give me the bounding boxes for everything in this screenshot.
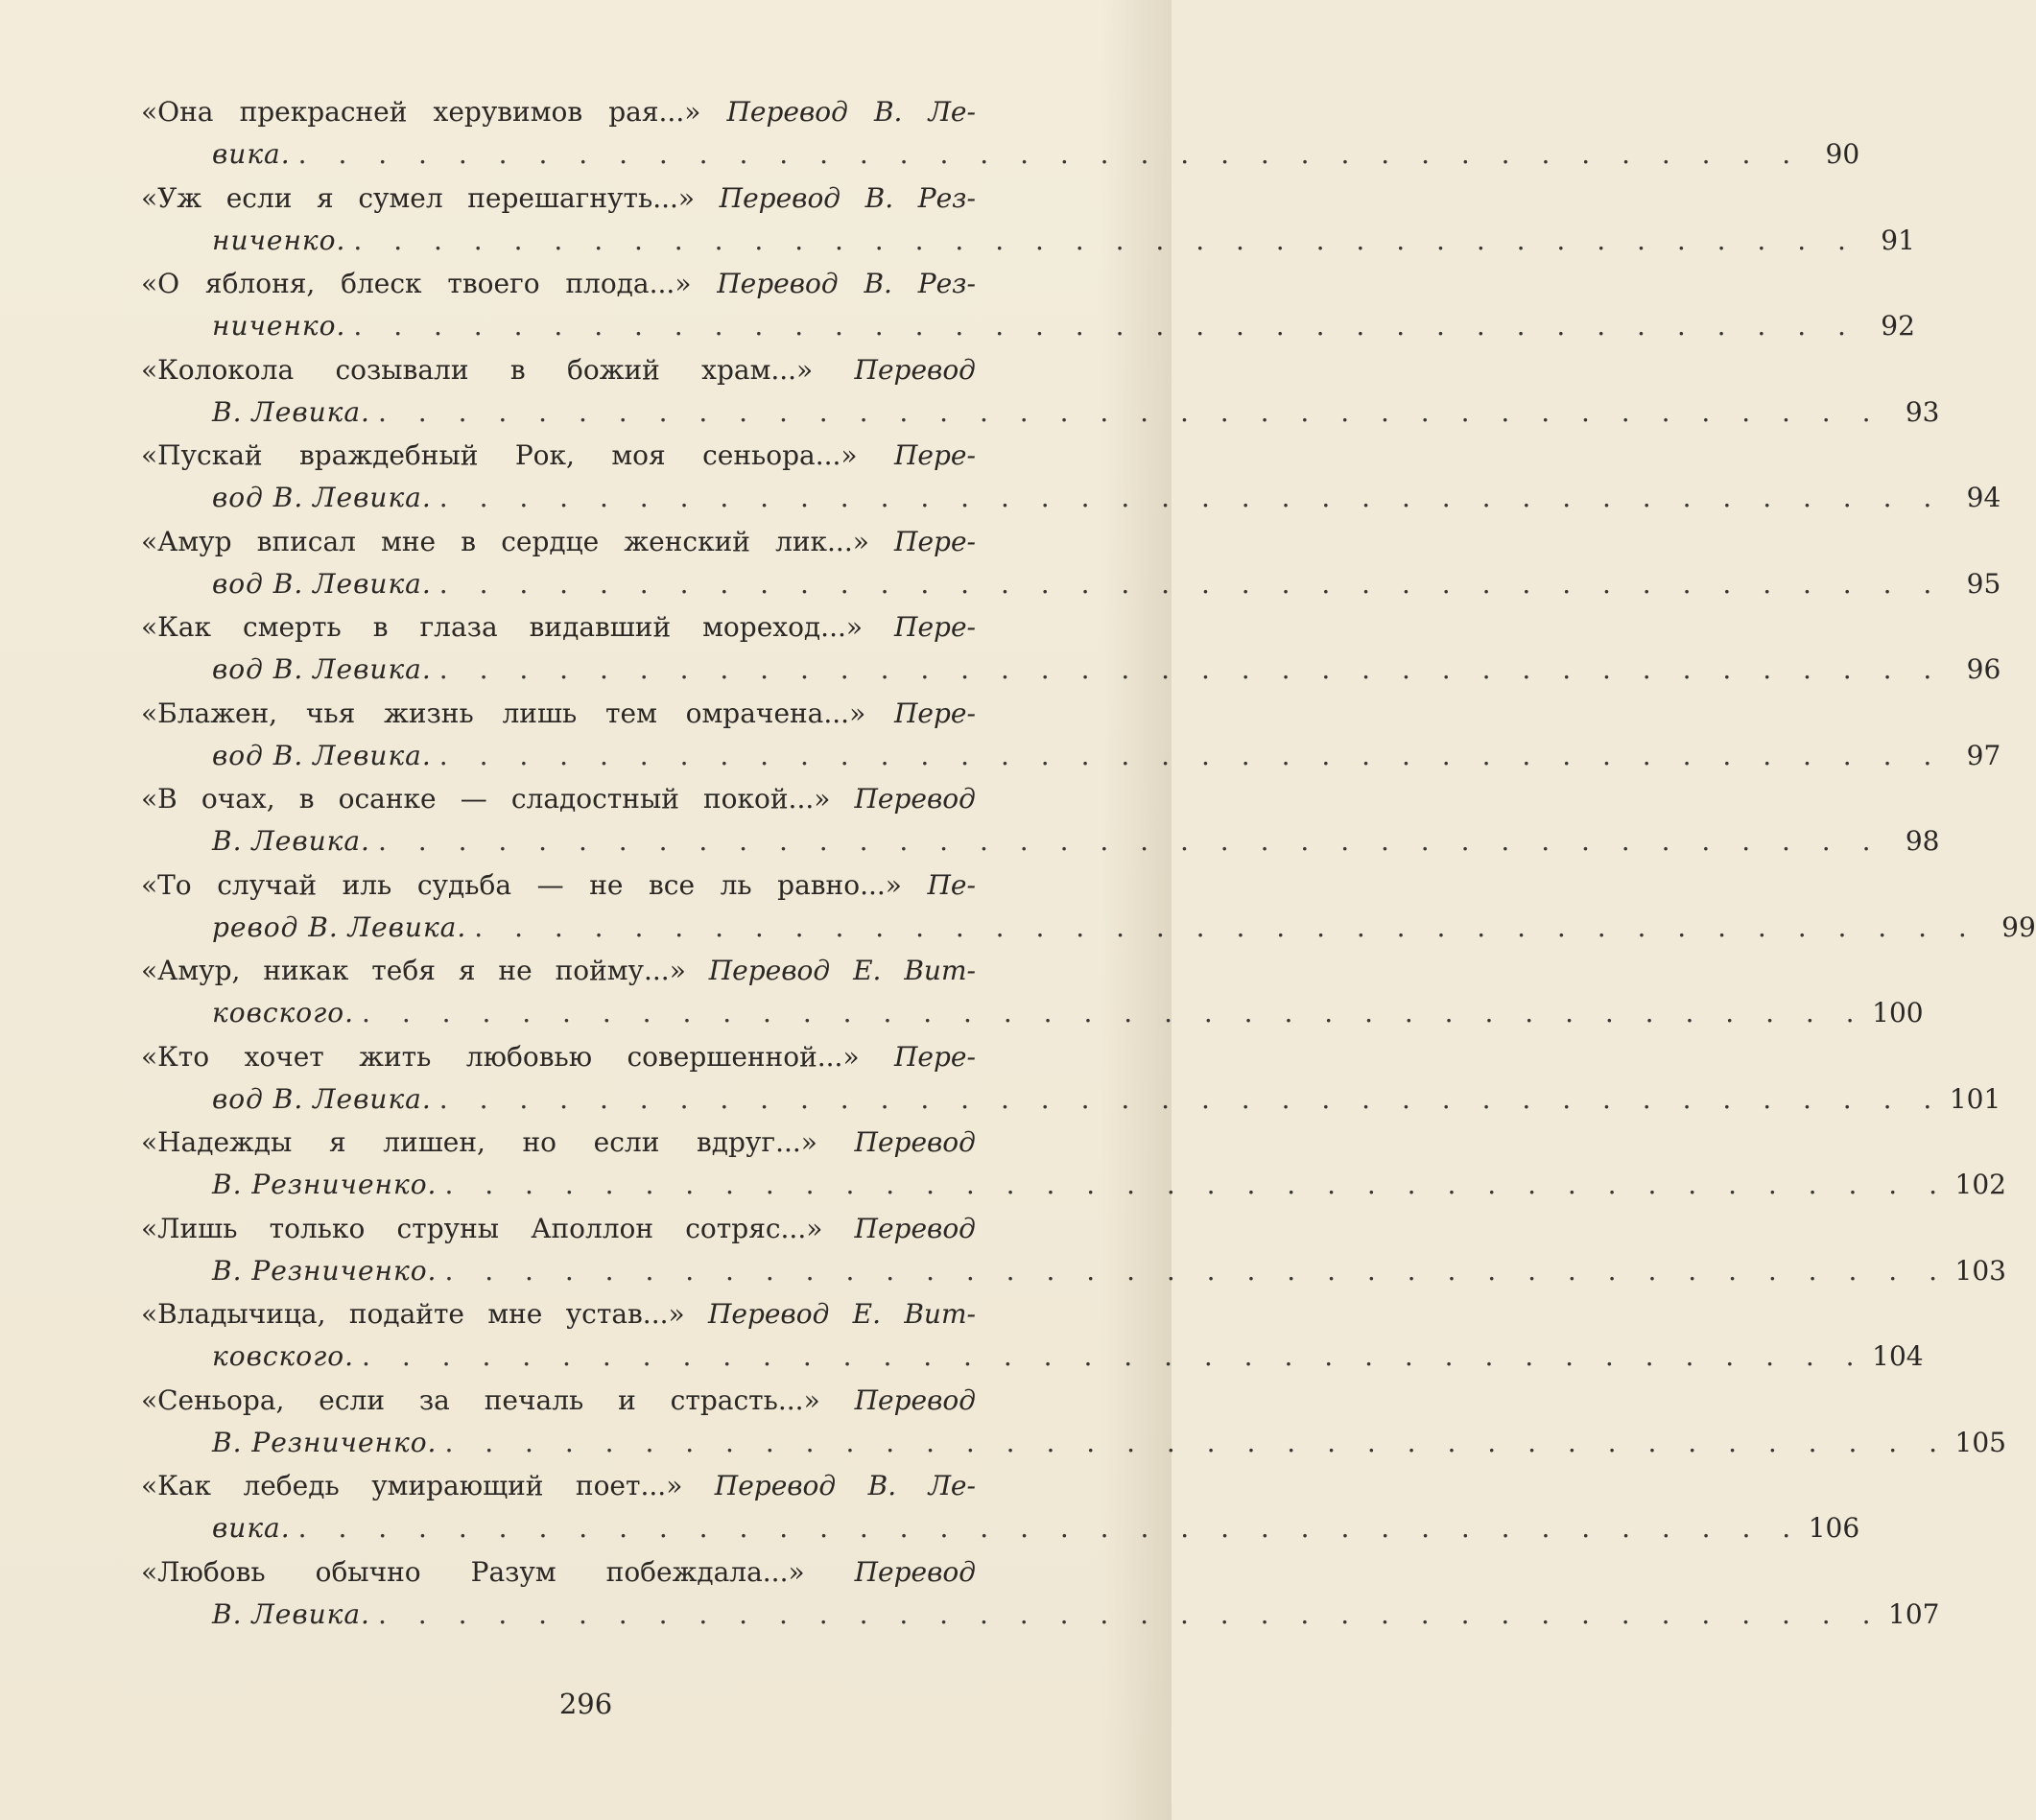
title-word: «Блажен,	[141, 697, 278, 729]
table-of-contents	[141, 92, 2036, 1638]
title-word: не	[589, 868, 624, 901]
title-word: созывали	[335, 353, 469, 386]
toc-entry	[141, 779, 1940, 865]
translator-continuation: вод В. Левика.	[212, 653, 432, 685]
translator-word: Перевод	[719, 181, 841, 214]
translator-continuation: В. Левика.	[212, 395, 370, 428]
dot-leader: . . . . . . . . . . . . . . . . . . . . . . . . . . . . . . . . . . . . . .	[297, 138, 1803, 170]
title-word: я	[328, 1126, 346, 1158]
title-word: вдруг...»	[697, 1126, 817, 1158]
toc-entry-second-line	[141, 392, 1940, 433]
title-word: моя	[611, 439, 666, 471]
translator-word: Пере-	[894, 525, 976, 557]
toc-entry-second-line	[141, 908, 2036, 948]
translator-continuation: ниченко.	[212, 310, 346, 342]
toc-entry-first-line	[141, 264, 976, 304]
title-word: лик...»	[775, 525, 869, 557]
translator-word: Перевод	[854, 353, 976, 386]
dot-leader: . . . . . . . . . . . . . . . . . . . . . . . . . . . . . . . . . . . . . .	[444, 1426, 1949, 1458]
title-word: —	[460, 783, 487, 815]
title-word: смерть	[243, 611, 342, 643]
title-word: ль	[720, 868, 752, 901]
toc-entry-second-line	[141, 821, 1940, 862]
translator-continuation: вод В. Левика.	[212, 567, 432, 600]
title-word: рая...»	[608, 96, 701, 128]
toc-entry-first-line	[141, 951, 976, 991]
toc-entry-second-line	[141, 134, 1860, 175]
toc-entry-second-line	[141, 1423, 2006, 1463]
title-word: прекрасней	[239, 96, 408, 128]
title-word: сеньора...»	[702, 439, 858, 471]
dot-leader: . . . . . . . . . . . . . . . . . . . . . . . . . . . . . . . . . . . . . .	[362, 1340, 1866, 1372]
title-word: сердце	[501, 525, 600, 557]
toc-page-number: 95	[1966, 567, 2001, 600]
title-word: «Сеньора,	[141, 1383, 285, 1416]
dot-leader: . . . . . . . . . . . . . . . . . . . . . . . . . . . . . . . . . . . . . .	[377, 1597, 1882, 1630]
title-word: поет...»	[575, 1470, 683, 1501]
title-word: женский	[624, 525, 750, 557]
toc-entry-first-line	[141, 1466, 976, 1506]
toc-entry	[141, 350, 1940, 437]
toc-entry	[141, 1294, 1924, 1381]
title-word: любовью	[465, 1040, 593, 1073]
translator-word: Е.	[853, 955, 882, 986]
title-word: жизнь	[384, 697, 474, 729]
title-word: чья	[305, 697, 356, 729]
title-word: глаза	[419, 611, 498, 643]
toc-entry-second-line	[141, 1508, 1860, 1548]
toc-entry-second-line	[141, 478, 2001, 518]
dot-leader: . . . . . . . . . . . . . . . . . . . . . . . . . . . . . . . . . . . . . .	[444, 1254, 1949, 1287]
title-word: пойму...»	[555, 955, 686, 986]
toc-entry-first-line	[141, 522, 976, 562]
translator-continuation: вод В. Левика.	[212, 482, 432, 513]
toc-entry-second-line	[141, 736, 2001, 776]
dot-leader: . . . . . . . . . . . . . . . . . . . . . . . . . . . . . . . . . . . . . .	[438, 739, 1944, 771]
toc-entry-second-line	[141, 1336, 1924, 1377]
title-word: иль	[342, 868, 392, 901]
toc-entry	[141, 264, 1915, 350]
toc-entry	[141, 1037, 2001, 1123]
title-word: мне	[381, 525, 437, 557]
toc-entry-first-line	[141, 1037, 976, 1077]
title-word: жить	[359, 1040, 432, 1073]
toc-entry	[141, 1552, 1940, 1639]
toc-entry	[141, 1381, 2006, 1467]
translator-word: Перевод	[854, 783, 976, 815]
toc-page-number: 103	[1954, 1254, 2006, 1287]
dot-leader: . . . . . . . . . . . . . . . . . . . . . . . . . . . . . . . . . . . . . .	[438, 567, 1944, 600]
title-word: страсть...»	[670, 1383, 820, 1416]
title-word: струны	[396, 1212, 500, 1244]
title-word: твоего	[447, 268, 540, 299]
dot-leader: . . . . . . . . . . . . . . . . . . . . . . . . . . . . . . . . . . . . . .	[377, 825, 1882, 857]
title-word: печаль	[484, 1383, 584, 1416]
translator-word: Перевод	[854, 1383, 976, 1416]
toc-page-number: 102	[1954, 1169, 2006, 1200]
title-word: лебедь	[243, 1470, 340, 1501]
translator-word: Перевод	[707, 1298, 830, 1330]
toc-entry	[141, 694, 2001, 780]
title-word: равно...»	[777, 868, 902, 901]
translator-word: Перевод	[714, 1470, 837, 1501]
translator-word: Пе-	[927, 868, 976, 901]
title-word: яблоня,	[204, 268, 316, 299]
toc-page-number: 100	[1872, 997, 1924, 1028]
translator-word: Вит-	[904, 1298, 976, 1330]
title-word: случай	[217, 868, 318, 901]
translator-word: Пере-	[894, 697, 976, 729]
title-word: враждебный	[298, 439, 479, 471]
title-word: в	[372, 611, 389, 643]
toc-page-number: 98	[1905, 825, 1940, 857]
translator-word: В.	[867, 1470, 897, 1501]
title-word: видавший	[529, 611, 672, 643]
title-word: если	[225, 181, 293, 214]
title-word: но	[522, 1126, 557, 1158]
title-word: «Кто	[141, 1040, 210, 1073]
toc-page-number: 104	[1872, 1340, 1924, 1372]
toc-page-number: 90	[1825, 138, 1860, 170]
toc-entry	[141, 436, 2001, 522]
translator-word: Перевод	[717, 268, 839, 299]
toc-entry-first-line	[141, 1294, 976, 1335]
toc-entry-second-line	[141, 993, 1924, 1033]
title-word: не	[498, 955, 533, 986]
title-word: обычно	[315, 1555, 421, 1588]
title-word: все	[649, 868, 696, 901]
toc-entry-first-line	[141, 92, 976, 132]
title-word: я	[317, 181, 334, 214]
translator-word: Ле-	[928, 96, 976, 128]
title-word: перешагнуть...»	[467, 181, 696, 214]
translator-continuation: вод В. Левика.	[212, 1082, 432, 1115]
page-number: 296	[558, 1688, 613, 1720]
title-word: «Надежды	[141, 1126, 293, 1158]
translator-continuation: В. Резниченко.	[212, 1426, 438, 1458]
title-word: «Амур,	[141, 955, 241, 986]
title-word: «Амур	[141, 525, 232, 557]
title-word: «Как	[141, 611, 211, 643]
title-word: побеждала...»	[605, 1555, 805, 1588]
title-word: и	[618, 1383, 636, 1416]
title-word: покой...»	[703, 783, 831, 815]
toc-entry-second-line	[141, 1251, 2006, 1291]
toc-entry	[141, 92, 1860, 178]
title-word: за	[418, 1383, 450, 1416]
title-word: «Как	[141, 1470, 211, 1501]
title-word: в	[509, 353, 526, 386]
toc-page-number: 106	[1808, 1512, 1860, 1544]
translator-continuation: В. Левика.	[212, 1597, 370, 1630]
title-word: «Лишь	[141, 1212, 238, 1244]
translator-word: Перевод	[854, 1126, 976, 1158]
title-word: «Владычица,	[141, 1298, 326, 1330]
title-word: сотряс...»	[685, 1212, 823, 1244]
title-word: вписал	[256, 525, 356, 557]
translator-continuation: ниченко.	[212, 224, 346, 256]
title-word: «Она	[141, 96, 214, 128]
dot-leader: . . . . . . . . . . . . . . . . . . . . . . . . . . . . . . . . . . . . . .	[353, 224, 1858, 256]
toc-entry-first-line	[141, 1123, 976, 1163]
toc-entry-second-line	[141, 1079, 2001, 1120]
toc-entry-first-line	[141, 436, 976, 476]
title-word: Аполлон	[531, 1212, 654, 1244]
title-word: судьба	[416, 868, 512, 901]
dot-leader: . . . . . . . . . . . . . . . . . . . . . . . . . . . . . . . . . . . . . .	[297, 1512, 1803, 1544]
toc-entry-second-line	[141, 221, 1915, 261]
title-word: сладостный	[510, 783, 679, 815]
toc-entry	[141, 178, 1915, 265]
translator-word: Пере-	[894, 1040, 976, 1073]
dot-leader: . . . . . . . . . . . . . . . . . . . . . . . . . . . . . . . . . . . . . .	[353, 310, 1858, 342]
translator-word: Ле-	[928, 1470, 976, 1501]
toc-page-number: 99	[2001, 910, 2036, 943]
title-word: Рок,	[514, 439, 575, 471]
toc-entry	[141, 607, 2001, 694]
translator-word: В.	[864, 181, 894, 214]
translator-continuation: вика.	[212, 1512, 291, 1544]
title-word: «Любовь	[141, 1555, 266, 1588]
toc-entry-first-line	[141, 865, 976, 906]
translator-word: Перевод	[726, 96, 848, 128]
title-word: если	[593, 1126, 660, 1158]
translator-continuation: вика.	[212, 138, 291, 170]
translator-word: В.	[873, 96, 903, 128]
toc-entry-first-line	[141, 694, 976, 734]
toc-page-number: 96	[1966, 653, 2001, 685]
title-word: умирающий	[371, 1470, 544, 1501]
translator-continuation: В. Левика.	[212, 825, 370, 857]
translator-continuation: ковского.	[212, 997, 355, 1028]
translator-word: Рез-	[917, 268, 976, 299]
translator-word: Е.	[852, 1298, 882, 1330]
dot-leader: . . . . . . . . . . . . . . . . . . . . . . . . . . . . . . . . . . . . . .	[438, 653, 1944, 685]
toc-entry-first-line	[141, 350, 976, 390]
translator-word: Пере-	[893, 439, 976, 471]
toc-entry-first-line	[141, 779, 976, 819]
title-word: в	[461, 525, 477, 557]
translator-word: Вит-	[904, 955, 976, 986]
toc-entry-second-line	[141, 650, 2001, 690]
title-word: Разум	[470, 1555, 556, 1588]
title-word: «Пускай	[141, 439, 263, 471]
title-word: только	[269, 1212, 366, 1244]
toc-page-number: 91	[1881, 224, 1915, 256]
translator-continuation: ковского.	[212, 1340, 355, 1372]
toc-page-number: 97	[1966, 739, 2001, 771]
toc-entry	[141, 1209, 2006, 1295]
title-word: совершенной...»	[627, 1040, 860, 1073]
toc-page-number: 107	[1888, 1597, 1940, 1630]
dot-leader: . . . . . . . . . . . . . . . . . . . . . . . . . . . . . . . . . . . . . .	[362, 997, 1866, 1028]
translator-continuation: ревод В. Левика.	[212, 910, 467, 943]
title-word: тем	[605, 697, 657, 729]
toc-page-number: 105	[1954, 1426, 2006, 1458]
toc-page-number: 93	[1905, 395, 1940, 428]
dot-leader: . . . . . . . . . . . . . . . . . . . . . . . . . . . . . . . . . . . . . .	[444, 1169, 1949, 1200]
toc-entry	[141, 522, 2001, 608]
title-word: я	[458, 955, 476, 986]
title-word: тебя	[371, 955, 436, 986]
translator-continuation: вод В. Левика.	[212, 739, 432, 771]
title-word: —	[536, 868, 564, 901]
title-word: блеск	[341, 268, 422, 299]
toc-entry-first-line	[141, 178, 976, 219]
title-word: лишен,	[383, 1126, 485, 1158]
title-word: омрачена...»	[685, 697, 866, 729]
toc-entry-first-line	[141, 1552, 976, 1593]
title-word: «То	[141, 868, 192, 901]
title-word: «О	[141, 268, 180, 299]
translator-continuation: В. Резниченко.	[212, 1254, 438, 1287]
title-word: хочет	[244, 1040, 324, 1073]
toc-page-number: 92	[1881, 310, 1915, 342]
title-word: мне	[487, 1298, 543, 1330]
toc-page-number: 101	[1949, 1082, 2001, 1115]
toc-entry	[141, 951, 1924, 1037]
toc-entry-first-line	[141, 607, 976, 648]
title-word: «Колокола	[141, 353, 295, 386]
toc-entry-first-line	[141, 1209, 976, 1249]
title-word: мореход...»	[702, 611, 864, 643]
toc-entry-second-line	[141, 1595, 1940, 1635]
title-word: лишь	[502, 697, 578, 729]
toc-entry-second-line	[141, 564, 2001, 604]
title-word: «Уж	[141, 181, 202, 214]
dot-leader: . . . . . . . . . . . . . . . . . . . . . . . . . . . . . . . . . . . . . .	[474, 910, 1978, 943]
translator-word: Пере-	[894, 611, 976, 643]
title-word: сумел	[358, 181, 443, 214]
title-word: плода...»	[565, 268, 692, 299]
title-word: если	[319, 1383, 385, 1416]
title-word: осанке	[338, 783, 437, 815]
title-word: устав...»	[565, 1298, 685, 1330]
translator-word: Рез-	[917, 181, 976, 214]
translator-word: Перевод	[708, 955, 831, 986]
title-word: очах,	[201, 783, 275, 815]
toc-entry	[141, 865, 2036, 952]
title-word: подайте	[348, 1298, 465, 1330]
title-word: божий	[567, 353, 660, 386]
title-word: херувимов	[433, 96, 583, 128]
toc-entry	[141, 1466, 1860, 1552]
dot-leader: . . . . . . . . . . . . . . . . . . . . . . . . . . . . . . . . . . . . . .	[377, 395, 1882, 428]
dot-leader: . . . . . . . . . . . . . . . . . . . . . . . . . . . . . . . . . . . . . .	[438, 1082, 1944, 1115]
toc-entry	[141, 1123, 2006, 1209]
toc-entry-second-line	[141, 306, 1915, 346]
translator-word: Перевод	[854, 1555, 976, 1588]
translator-word: Перевод	[854, 1212, 976, 1244]
dot-leader: . . . . . . . . . . . . . . . . . . . . . . . . . . . . . . . . . . . . . .	[438, 482, 1944, 513]
toc-page-number: 94	[1966, 482, 2001, 513]
title-word: «В	[141, 783, 178, 815]
title-word: никак	[263, 955, 349, 986]
toc-entry-second-line	[141, 1165, 2006, 1205]
translator-word: В.	[864, 268, 892, 299]
title-word: храм...»	[701, 353, 814, 386]
translator-continuation: В. Резниченко.	[212, 1169, 438, 1200]
toc-entry-first-line	[141, 1381, 976, 1421]
title-word: в	[298, 783, 315, 815]
